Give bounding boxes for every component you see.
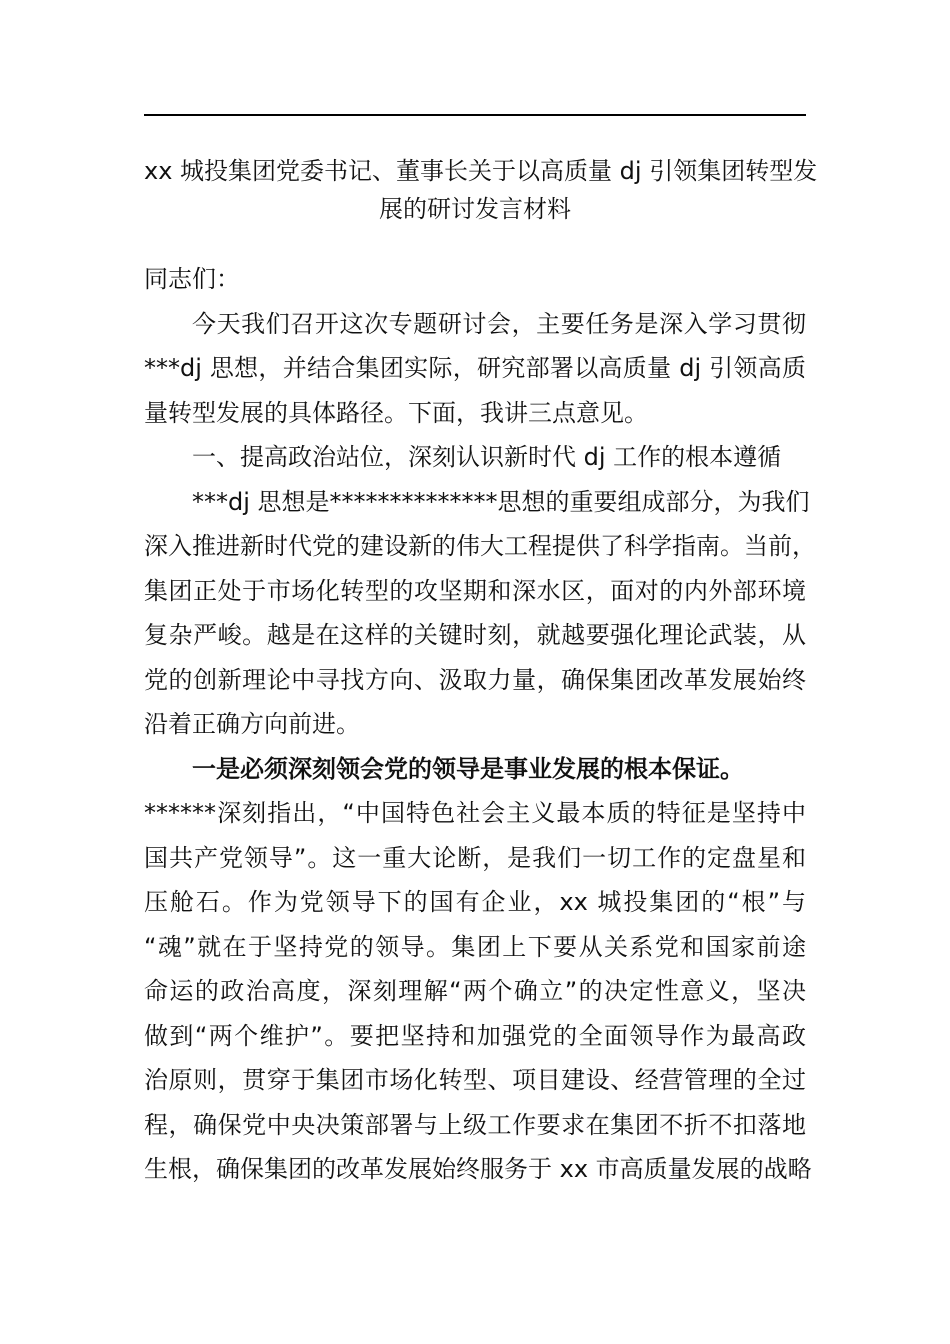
paragraph-line: 复杂严峻。越是在这样的关键时刻，就越要强化理论武装，从: [144, 621, 806, 649]
paragraph-line: 生根，确保集团的改革发展始终服务于 xx 市高质量发展的战略: [144, 1155, 812, 1183]
document-title: [144, 152, 818, 228]
section-heading: 一、提高政治站位，深刻认识新时代 dj 工作的根本遵循: [192, 443, 782, 471]
paragraph-line: 程，确保党中央决策部署与上级工作要求在集团不折不扣落地: [144, 1111, 806, 1139]
paragraph-line: 今天我们召开这次专题研讨会，主要任务是深入学习贯彻: [192, 310, 806, 338]
paragraph-line: “魂”就在于坚持党的领导。集团上下要从关系党和国家前途: [144, 933, 806, 961]
paragraph-line: ******深刻指出，“中国特色社会主义最本质的特征是坚持中: [144, 799, 806, 827]
paragraph-line: 国共产党领导”。这一重大论断，是我们一切工作的定盘星和: [144, 844, 806, 872]
header-rule: [144, 114, 806, 116]
salutation: 同志们：: [144, 265, 240, 293]
paragraph-line: 命运的政治高度，深刻理解“两个确立”的决定性意义，坚决: [144, 977, 806, 1005]
paragraph-line: 沿着正确方向前进。: [144, 710, 360, 738]
title-line-2: 展的研讨发言材料: [379, 195, 571, 223]
paragraph-line: 做到“两个维护”。要把坚持和加强党的全面领导作为最高政: [144, 1022, 806, 1050]
title-line-1: xx 城投集团党委书记、董事长关于以高质量 dj 引领集团转型发: [144, 157, 818, 185]
paragraph-line: ***dj 思想是**************思想的重要组成部分，为我们: [192, 488, 810, 516]
paragraph-line: 深入推进新时代党的建设新的伟大工程提供了科学指南。当前，: [144, 532, 816, 560]
paragraph-line: 党的创新理论中寻找方向、汲取力量，确保集团改革发展始终: [144, 666, 806, 694]
paragraph-line: 量转型发展的具体路径。下面，我讲三点意见。: [144, 399, 648, 427]
paragraph-line: 治原则，贯穿于集团市场化转型、项目建设、经营管理的全过: [144, 1066, 806, 1094]
paragraph-line: 压舱石。作为党领导下的国有企业，xx 城投集团的“根”与: [144, 888, 806, 916]
bold-subheading: 一是必须深刻领会党的领导是事业发展的根本保证。: [192, 755, 744, 783]
paragraph-line: 集团正处于市场化转型的攻坚期和深水区，面对的内外部环境: [144, 577, 806, 605]
paragraph-line: ***dj 思想，并结合集团实际，研究部署以高质量 dj 引领高质: [144, 354, 806, 382]
